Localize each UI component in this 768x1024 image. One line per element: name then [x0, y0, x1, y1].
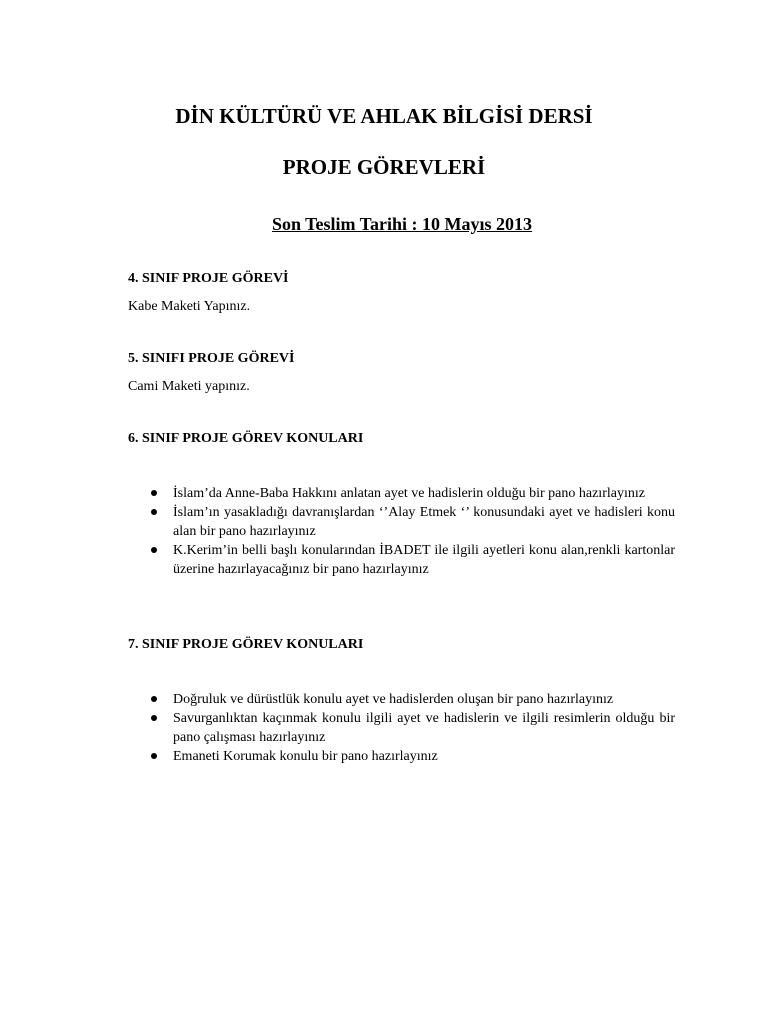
- section-heading-grade-4: 4. SINIF PROJE GÖREVİ: [128, 271, 289, 286]
- document-subtitle: PROJE GÖREVLERİ: [282, 155, 486, 179]
- list-item: [148, 484, 675, 503]
- list-item: [148, 709, 675, 747]
- bullet-icon: [151, 753, 157, 759]
- list-item-text: Savurganlıktan kaçınmak konulu ilgili ayet ve hadislerin ve ilgili resimlerin olduğu bir pano çalışması hazırlayınız: [173, 711, 675, 745]
- section-heading-grade-6: 6. SINIF PROJE GÖREV KONULARI: [128, 431, 364, 446]
- list-item-text: İslam’da Anne-Baba Hakkını anlatan ayet ve hadislerin olduğu bir pano hazırlayınız: [173, 486, 645, 501]
- bullet-icon: [151, 696, 157, 702]
- list-item-text: Doğruluk ve dürüstlük konulu ayet ve hadislerden oluşan bir pano hazırlayınız: [173, 692, 614, 707]
- list-item-text: Emaneti Korumak konulu bir pano hazırlayınız: [173, 749, 438, 764]
- document-title: DİN KÜLTÜRÜ VE AHLAK BİLGİSİ DERSİ: [175, 104, 593, 128]
- section-text-grade-4: Kabe Maketi Yapınız.: [128, 299, 251, 314]
- section-text-grade-5: Cami Maketi yapınız.: [128, 379, 250, 394]
- bullet-icon: [151, 547, 157, 553]
- bullet-icon: [151, 715, 157, 721]
- grade-7-task-list: [148, 690, 675, 766]
- bullet-icon: [151, 509, 157, 515]
- list-item: [148, 747, 675, 766]
- section-heading-grade-7: 7. SINIF PROJE GÖREV KONULARI: [128, 637, 364, 652]
- grade-6-task-list: [148, 484, 675, 579]
- bullet-icon: [151, 490, 157, 496]
- list-item: [148, 503, 675, 541]
- list-item-text: İslam’ın yasakladığı davranışlardan ‘’Alay Etmek ‘’ konusundaki ayet ve hadisleri konu alan bir pano hazırlayınız: [173, 505, 675, 539]
- list-item: [148, 541, 675, 579]
- section-heading-grade-5: 5. SINIFI PROJE GÖREVİ: [128, 351, 295, 366]
- deadline-text: Son Teslim Tarihi : 10 Mayıs 2013: [271, 214, 533, 234]
- list-item-text: K.Kerim’in belli başlı konularından İBADET ile ilgili ayetleri konu alan,renkli kartonlar üzerine hazırlayacağınız bir pano hazırlayınız: [173, 543, 675, 577]
- list-item: [148, 690, 675, 709]
